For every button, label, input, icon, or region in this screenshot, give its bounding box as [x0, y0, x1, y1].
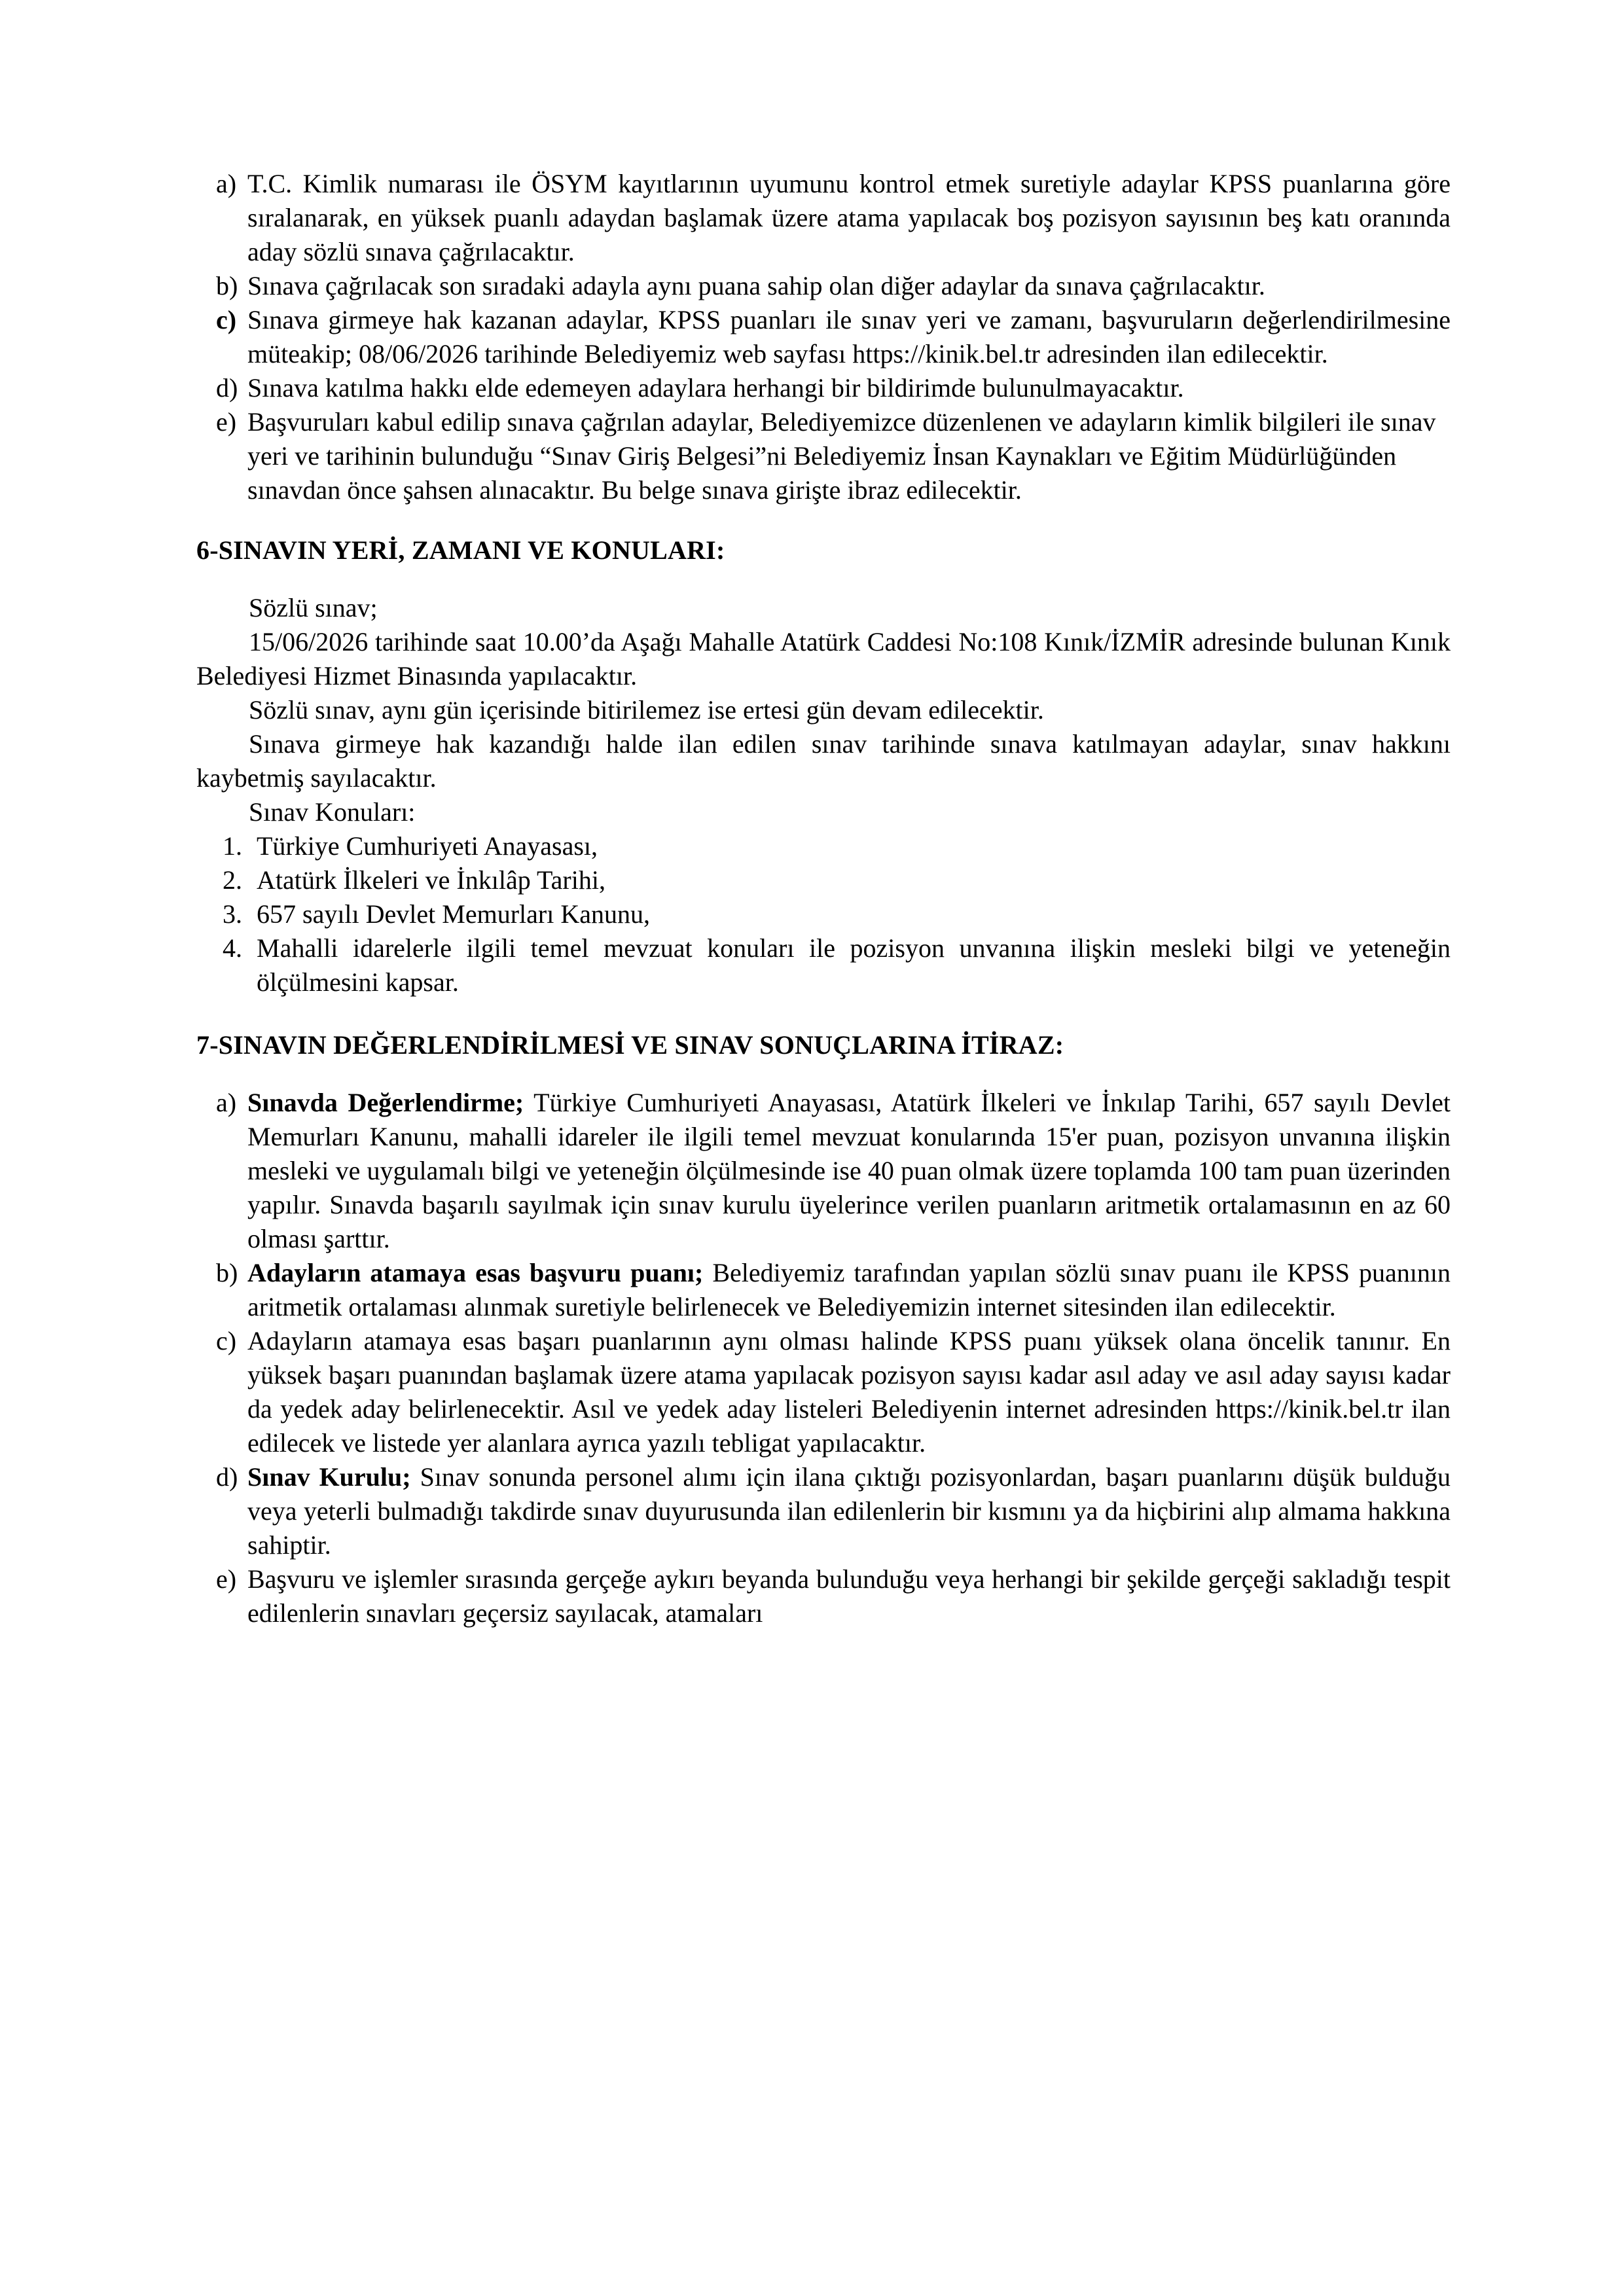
list-item — [196, 897, 1451, 931]
clause-body: Belediyemiz tarafından yapılan sözlü sınav puanı ile KPSS puanının aritmetik ortalaması alınmak suretiyle belirlenecek ve Belediyemizin internet sitesinden ilan edilecektir. — [247, 1258, 1451, 1321]
list-marker: 1. — [223, 831, 242, 861]
list-item — [196, 863, 1451, 897]
section6-paragraph-5: Sınav Konuları: — [249, 797, 416, 827]
exam-topics-list — [196, 829, 1451, 999]
list-item — [196, 1256, 1451, 1324]
list-item — [196, 829, 1451, 863]
list-text: 657 sayılı Devlet Memurları Kanunu, — [257, 899, 650, 929]
list-item — [196, 1562, 1451, 1630]
list-marker: c) — [216, 1326, 237, 1355]
list-text: Sınava girmeye hak kazanan adaylar, KPSS puanları ile sınav yeri ve zamanı, başvuruların değerlendirilmesine müteakip; 08/06/2026 tarihinde Belediyemiz web sayfası https://kinik.bel.tr adresinden ilan edilecektir. — [247, 305, 1451, 368]
section6-paragraph-4: Sınava girmeye hak kazandığı halde ilan edilen sınav tarihinde sınava katılmayan adaylar, sınav hakkını kaybetmiş sayılacaktır. — [196, 729, 1451, 793]
list-item — [196, 1324, 1451, 1460]
list-marker: b) — [216, 1258, 238, 1287]
list-text: Sınava çağrılacak son sıradaki adayla aynı puana sahip olan diğer adaylar da sınava çağrılacaktır. — [247, 271, 1265, 300]
list-marker: e) — [216, 407, 237, 437]
list-marker: c) — [216, 305, 237, 334]
clause-body: Başvuru ve işlemler sırasında gerçeğe aykırı beyanda bulunduğu veya herhangi bir şekilde gerçeği sakladığı tespit edilenlerin sınavları geçersiz sayılacak, atamaları — [247, 1564, 1451, 1628]
list-marker: 4. — [223, 933, 242, 963]
list-item — [196, 303, 1451, 371]
list-marker: 2. — [223, 865, 242, 895]
list-text — [247, 1086, 1451, 1256]
clause-lead: Adayların atamaya esas başvuru puanı; — [247, 1258, 704, 1287]
list-item — [196, 371, 1451, 405]
section6-paragraph-3: Sözlü sınav, aynı gün içerisinde bitirilemez ise ertesi gün devam edilecektir. — [249, 695, 1044, 725]
list-item — [196, 931, 1451, 999]
list-marker: a) — [216, 169, 237, 198]
clause-body: Sınav sonunda personel alımı için ilana çıktığı pozisyonlardan, başarı puanlarını düşük bulduğu veya yeterli bulmadığı takdirde sınav duyurusunda ilan edilenlerin bir kısmını ya da hiçbirini alıp almama hakkına sahiptir. — [247, 1462, 1451, 1560]
list-text: Başvuruları kabul edilip sınava çağrılan adaylar, Belediyemizce düzenlenen ve adayların kimlik bilgileri ile sınav yeri ve tarihinin bulunduğu “Sınav Giriş Belgesi”ni Belediyemiz İnsan Kaynakları ve Eğitim Müdürlüğünden sınavdan önce şahsen alınacaktır. Bu belge sınava girişte ibraz edilecektir. — [247, 407, 1436, 505]
list-text — [247, 1460, 1451, 1562]
list-marker: d) — [216, 1462, 238, 1492]
list-item — [196, 167, 1451, 269]
list-text: Türkiye Cumhuriyeti Anayasası, — [257, 831, 598, 861]
list-marker: 3. — [223, 899, 242, 929]
list-text — [247, 1562, 1451, 1630]
clause-body: Adayların atamaya esas başarı puanlarının aynı olması halinde KPSS puanı yüksek olana öncelik tanınır. En yüksek başarı puanından başlamak üzere atama yapılacak pozisyon sayısı kadar asıl aday ve asıl aday sayısı kadar da yedek aday belirlenecektir. Asıl ve yedek aday listeleri Belediyenin internet adresinden https://kinik.bel.tr ilan edilecek ve listede yer alanlara ayrıca yazılı tebligat yapılacaktır. — [247, 1326, 1451, 1458]
list-marker: b) — [216, 271, 238, 300]
section-heading-6: 6-SINAVIN YERİ, ZAMANI VE KONULARI: — [196, 535, 725, 565]
list-marker: d) — [216, 373, 238, 403]
clause-list-top — [196, 167, 1451, 507]
list-item — [196, 405, 1451, 507]
clause-lead: Sınavda Değerlendirme; — [247, 1088, 524, 1117]
section6-paragraph-1: Sözlü sınav; — [249, 593, 378, 622]
clause-lead: Sınav Kurulu; — [247, 1462, 411, 1492]
list-text: Sınava katılma hakkı elde edemeyen adaylara herhangi bir bildirimde bulunulmayacaktır. — [247, 373, 1184, 403]
list-text: Atatürk İlkeleri ve İnkılâp Tarihi, — [257, 865, 605, 895]
list-text: T.C. Kimlik numarası ile ÖSYM kayıtlarının uyumunu kontrol etmek suretiyle adaylar KPSS puanlarına göre sıralanarak, en yüksek puanlı adaydan başlamak üzere atama yapılacak boş pozisyon sayısının beş katı oranında aday sözlü sınava çağrılacaktır. — [247, 169, 1451, 266]
section6-paragraph-2: 15/06/2026 tarihinde saat 10.00’da Aşağı Mahalle Atatürk Caddesi No:108 Kınık/İZMİR adresinde bulunan Kınık Belediyesi Hizmet Binasında yapılacaktır. — [196, 627, 1451, 691]
list-item — [196, 1086, 1451, 1256]
list-text — [247, 1324, 1451, 1460]
clause-list-section7 — [196, 1086, 1451, 1630]
list-marker: e) — [216, 1564, 237, 1594]
section-heading-7: 7-SINAVIN DEĞERLENDİRİLMESİ VE SINAV SONUÇLARINA İTİRAZ: — [196, 1030, 1064, 1060]
clause-body: Türkiye Cumhuriyeti Anayasası, Atatürk İlkeleri ve İnkılap Tarihi, 657 sayılı Devlet Memurları Kanunu, mahalli idareler ile ilgili temel mevzuat konularında 15'er puan, pozisyon unvanına ilişkin mesleki ve uygulamalı bilgi ve yeteneğin ölçülmesinde ise 40 puan olmak üzere toplamda 100 tam puan üzerinden yapılır. Sınavda başarılı sayılmak için sınav kurulu üyelerince verilen puanların aritmetik ortalamasının en az 60 olması şarttır. — [247, 1088, 1451, 1253]
list-text: Mahalli idarelerle ilgili temel mevzuat konuları ile pozisyon unvanına ilişkin mesleki bilgi ve yeteneğin ölçülmesini kapsar. — [257, 933, 1451, 997]
list-marker: a) — [216, 1088, 237, 1117]
list-text — [247, 1256, 1451, 1324]
list-item — [196, 269, 1451, 303]
list-item — [196, 1460, 1451, 1562]
